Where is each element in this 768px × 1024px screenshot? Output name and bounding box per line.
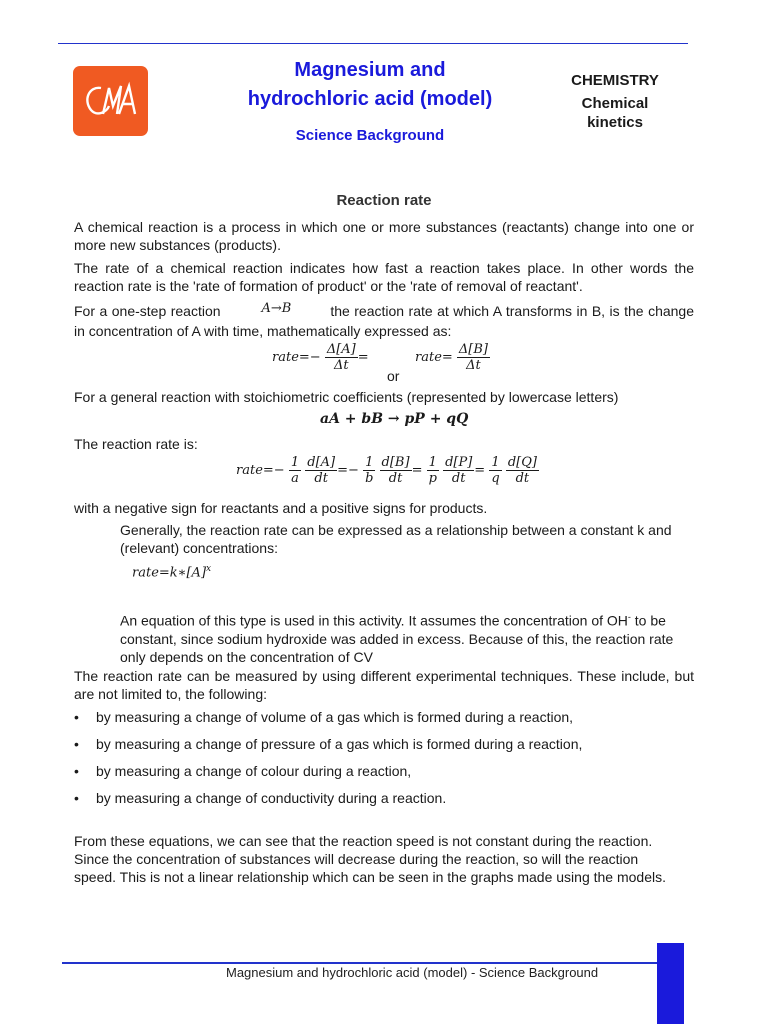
denominator: Δt [333,358,349,373]
paragraph-8-start: An equation of this type is used in this activity. It assumes the concentration of OH [120,612,628,629]
paragraph-9: The reaction rate can be measured by using different experimental techniques. These include, but are not limited to, the following: [74,668,694,702]
denominator: q [491,471,500,486]
fraction-1-p [427,455,439,486]
section-heading: Reaction rate [336,192,432,209]
numerator: Δ[A] [326,342,356,357]
paragraph-6: with a negative sign for reactants and a positive signs for products. [74,500,488,516]
minus-sign: − [273,463,285,478]
document-subtitle: Science Background [295,127,445,144]
paragraph-3 [74,302,694,340]
numerator: d[Q] [507,455,537,470]
fraction-delta-b [457,342,490,373]
page-footer: Magnesium and hydrochloric acid (model) - Science Background [226,965,599,980]
list-item-text: by measuring a change of colour during a reaction, [96,763,412,779]
header-rule [58,43,688,44]
denominator: dt [388,471,403,486]
general-reaction-equation: aA + bB → pP + qQ [320,411,469,427]
denominator: dt [314,471,328,486]
title-line-2: hydrochloric acid (model) [247,88,493,110]
fraction-1-a [289,455,301,486]
fraction-dA-dt [305,455,337,486]
fraction-dQ-dt [506,455,539,486]
fraction-1-q [489,455,501,486]
paragraph-2: The rate of a chemical reaction indicates how fast a reaction takes place. In other words the reaction rate is the 'rate of formation of product' or the 'rate of removal of reactant'. [74,260,694,294]
rate-label: rate= [236,463,274,478]
list-item-text: by measuring a change of pressure of a gas which is formed during a reaction, [96,736,583,752]
rate-label: rate= [415,350,453,365]
rate-equation-b [415,342,490,373]
page-marker-bar [657,943,684,1024]
denominator: b [365,471,374,486]
numerator: Δ[B] [458,342,489,357]
numerator: d[P] [445,455,473,470]
paragraph-1: A chemical reaction is a process in which one or more substances (reactants) change into one or more new substances (products). [74,219,694,253]
list-item-text: by measuring a change of volume of a gas which is formed during a reaction, [96,709,574,725]
cma-logo-mark [73,66,148,136]
one-step-equation: A→B [261,301,292,316]
cma-logo-icon [73,66,148,136]
denominator: dt [515,471,530,486]
fraction-1-b [363,455,375,486]
subject-block [555,71,675,132]
power-law-equation [132,564,211,580]
equals-sign: = [337,463,349,478]
numerator: 1 [290,455,300,470]
general-rate-equation [236,455,539,486]
rate-label: rate= [272,350,310,365]
paragraph-5: The reaction rate is: [74,436,198,452]
document-title [200,56,540,114]
fraction-dB-dt [380,455,412,486]
numerator: d[A] [307,455,336,470]
paragraph-8-end: to be constant, since sodium hydroxide was added in excess. Because of this, the reaction rate only depends on the concentration of CV [120,612,674,665]
power-law-exponent: x [206,564,212,574]
topic-line-2: kinetics [587,114,643,131]
list-item-text: by measuring a change of conductivity during a reaction. [96,790,447,806]
denominator: Δt [466,358,481,373]
equals-sign: = [411,463,423,478]
numerator: 1 [489,455,501,471]
fraction-delta-a [325,342,358,373]
paragraph-8 [120,608,692,666]
equals-sign: = [357,350,369,365]
topic-line-1: Chemical [581,95,649,112]
equals-sign: = [474,463,486,478]
numerator: d[B] [381,455,410,470]
numerator: 1 [427,455,439,471]
paragraph-10: From these equations, we can see that the reaction speed is not constant during the reaction. Since the concentration of substances will decrease during the reaction, so will the reaction speed. This is not a linear relationship which can be seen in the graphs made using the models. [74,833,666,885]
denominator: a [291,471,299,486]
power-law-base: rate=k∗[A] [132,565,207,581]
title-line-1: Magnesium and [294,59,446,81]
subject-label: CHEMISTRY [571,72,659,89]
fraction-dP-dt [443,455,474,486]
bullet-icon: • [74,790,79,806]
footer-rule [62,962,658,964]
bullet-icon: • [74,709,79,725]
or-text: or [387,368,400,384]
minus-sign: − [309,350,321,365]
paragraph-3-start: For a one-step reaction [74,303,221,319]
paragraph-7: Generally, the reaction rate can be expressed as a relationship between a constant k and (relevant) concentrations: [120,522,672,556]
denominator: p [428,471,437,486]
rate-equation-a [272,342,369,373]
minus-sign: − [348,463,359,478]
bullet-icon: • [74,763,79,779]
hydroxide-charge: - [627,612,631,622]
paragraph-4: For a general reaction with stoichiometric coefficients (represented by lowercase letters) [74,389,619,405]
denominator: dt [451,471,466,486]
paragraph-3-end: the reaction rate at which A transforms in B, is the change in concentration of A with time, mathematically expressed as: [74,303,695,339]
bullet-icon: • [74,736,79,752]
numerator: 1 [363,455,375,471]
